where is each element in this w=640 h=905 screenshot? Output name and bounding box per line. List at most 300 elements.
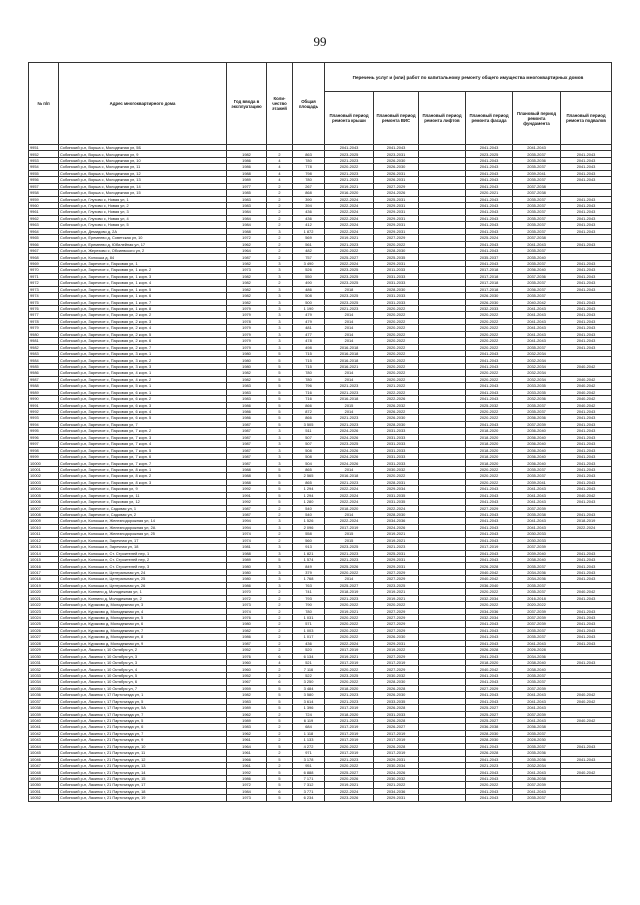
row-facade-period: 2041-2043 bbox=[466, 621, 513, 627]
row-facade-period: 2041-2043 bbox=[466, 202, 513, 208]
row-foundation-period: 2034-2036 bbox=[513, 653, 561, 659]
row-address: Собинский р-н, Заречное с, Садовая ул, 2 bbox=[59, 511, 227, 517]
row-address: Собинский р-н, Лакинск г, 21 Партсъезда ул, 6 bbox=[59, 724, 227, 730]
row-area: 780 bbox=[293, 608, 325, 614]
row-year: 1952 bbox=[227, 672, 267, 678]
row-address: Собинский р-н, Кураково д, Молодежная ул, 7 bbox=[59, 627, 227, 633]
row-foundation-period: 2036-2040 bbox=[513, 267, 561, 273]
row-basement-period: 2041-2043 bbox=[561, 441, 612, 447]
row-facade-period: 2028-2030 bbox=[466, 737, 513, 743]
row-roof-period: 2017-2019 bbox=[325, 737, 374, 743]
row-area: 715 bbox=[293, 357, 325, 363]
row-floors: 5 bbox=[267, 717, 293, 723]
row-foundation-period: 2041-2043 bbox=[513, 318, 561, 324]
row-floors: 2 bbox=[267, 280, 293, 286]
row-roof-period: 2017-2019 bbox=[325, 724, 374, 730]
row-basement-period: 2041-2043 bbox=[561, 660, 612, 666]
row-address: Собинский р-н, Заречное с, Парковая ул, 2 корп. 3 bbox=[59, 318, 227, 324]
row-year: 1962 bbox=[227, 730, 267, 736]
row-facade-period: 2020-2022 bbox=[466, 589, 513, 595]
row-roof-period: 2021-2023 bbox=[325, 550, 374, 556]
row-facade-period: 2020-2022 bbox=[466, 376, 513, 382]
row-floors: 4 bbox=[267, 660, 293, 666]
row-roof-period: 2014 bbox=[325, 331, 374, 337]
row-foundation-period: 2041-2043 bbox=[513, 331, 561, 337]
row-address: Собинский р-н, Кураково д, Молодежная ул, 5 bbox=[59, 614, 227, 620]
row-floors: 5 bbox=[267, 698, 293, 704]
row-foundation-period: 2035-2037 bbox=[513, 228, 561, 234]
row-year: 1988 bbox=[227, 479, 267, 485]
row-area: 3 178 bbox=[293, 756, 325, 762]
row-roof-period: 2025-2027 bbox=[325, 254, 374, 260]
row-basement-period: 2041-2043 bbox=[561, 280, 612, 286]
row-year: 1980 bbox=[227, 621, 267, 627]
row-index: 10047 bbox=[29, 763, 59, 769]
row-roof-period: 2016-2018 bbox=[325, 351, 374, 357]
row-foundation-period: 2036-2040 bbox=[513, 447, 561, 453]
row-roof-period: 2016-2018 bbox=[325, 344, 374, 350]
row-facade-period: 2032-2034 bbox=[466, 595, 513, 601]
row-roof-period: 2023-2025 bbox=[325, 441, 374, 447]
row-year: 1979 bbox=[227, 331, 267, 337]
row-foundation-period: 2016-2018 bbox=[513, 595, 561, 601]
row-roof-period: 2016-2020 bbox=[325, 190, 374, 196]
row-vis-period: 2022-2022 bbox=[374, 389, 419, 395]
row-floors: 5 bbox=[267, 415, 293, 421]
row-roof-period: 2016-2018 bbox=[325, 357, 374, 363]
row-roof-period: 2022-2024 bbox=[325, 228, 374, 234]
row-floors: 3 bbox=[267, 331, 293, 337]
row-facade-period: 2017-2018 bbox=[466, 267, 513, 273]
row-roof-period: 2019-2021 bbox=[325, 653, 374, 659]
row-foundation-period: 2035-2037 bbox=[513, 402, 561, 408]
table-row bbox=[29, 795, 612, 801]
row-address: Собинский р-н, Колокша п, Заречная ул, 17 bbox=[59, 537, 227, 543]
row-facade-period: 2020-2022 bbox=[466, 325, 513, 331]
row-floors: 3 bbox=[267, 550, 293, 556]
row-roof-period: 2021-2023 bbox=[325, 717, 374, 723]
row-area: 481 bbox=[293, 325, 325, 331]
row-foundation-period: 2041-2043 bbox=[513, 518, 561, 524]
row-roof-period: 2025-2027 bbox=[325, 582, 374, 588]
row-roof-period: 2022-2024 bbox=[325, 499, 374, 505]
row-year: 1982 bbox=[227, 299, 267, 305]
row-vis-period: 2020-2022 bbox=[374, 357, 419, 363]
row-facade-period: 2018-2020 bbox=[466, 441, 513, 447]
row-floors: 3 bbox=[267, 441, 293, 447]
row-index: 9981 bbox=[29, 338, 59, 344]
row-floors: 2 bbox=[267, 634, 293, 640]
row-year: 1974 bbox=[227, 537, 267, 543]
row-area: 6 119 bbox=[293, 717, 325, 723]
row-floors: 3 bbox=[267, 569, 293, 575]
row-facade-period: 2017-2019 bbox=[466, 544, 513, 550]
row-floors: 3 bbox=[267, 524, 293, 530]
row-area: 1 872 bbox=[293, 228, 325, 234]
row-floors: 4 bbox=[267, 164, 293, 170]
row-year: 1972 bbox=[227, 235, 267, 241]
row-year: 1988 bbox=[227, 550, 267, 556]
row-address: Собинский р-н, Глухово с, Новая ул, 5 bbox=[59, 222, 227, 228]
row-floors: 2 bbox=[267, 602, 293, 608]
row-floors: 2 bbox=[267, 640, 293, 646]
row-year: 1983 bbox=[227, 383, 267, 389]
row-facade-period: 2020-2022 bbox=[466, 312, 513, 318]
row-floors: 2 bbox=[267, 763, 293, 769]
row-vis-period: 2031-2033 bbox=[374, 441, 419, 447]
row-facade-period: 2041-2043 bbox=[466, 421, 513, 427]
row-year: 1988 bbox=[227, 466, 267, 472]
row-address: Собинский р-н, Еремеево д, Юбилейная ул, 17 bbox=[59, 241, 227, 247]
row-index: 10038 bbox=[29, 705, 59, 711]
row-floors: 3 bbox=[267, 454, 293, 460]
row-address: Собинский р-н, Заречное с, Парковая ул, 9 bbox=[59, 486, 227, 492]
row-vis-period: 2026-2032 bbox=[374, 402, 419, 408]
row-year: 1982 bbox=[227, 370, 267, 376]
row-roof-period: 2018 bbox=[325, 286, 374, 292]
row-address: Собинский р-н, Заречное с, Парковая ул, 8 корп. 1 bbox=[59, 466, 227, 472]
row-roof-period: 2023-2025 bbox=[325, 672, 374, 678]
row-address: Собинский р-н, Заречное с, Парковая ул, 3 корп. 3 bbox=[59, 363, 227, 369]
row-year: 1979 bbox=[227, 344, 267, 350]
row-vis-period: 2025-2035 bbox=[374, 254, 419, 260]
row-index: 10041 bbox=[29, 724, 59, 730]
row-roof-period: 2016-2021 bbox=[325, 363, 374, 369]
row-vis-period: 2031-2033 bbox=[374, 434, 419, 440]
row-roof-period: 2014 bbox=[325, 318, 374, 324]
row-foundation-period: 2041-2043 bbox=[513, 145, 561, 151]
row-year: 1986 bbox=[227, 408, 267, 414]
row-year: 1952 bbox=[227, 647, 267, 653]
row-basement-period: 2041-2043 bbox=[561, 550, 612, 556]
row-facade-period: 2032-2033 bbox=[466, 305, 513, 311]
row-roof-period: 2020-2026 bbox=[325, 775, 374, 781]
row-area: 379 bbox=[293, 569, 325, 575]
row-vis-period: 2020-2022 bbox=[374, 370, 419, 376]
row-floors: 5 bbox=[267, 363, 293, 369]
row-year: 1983 bbox=[227, 196, 267, 202]
row-facade-period: 2041-2043 bbox=[466, 389, 513, 395]
row-floors: 3 bbox=[267, 325, 293, 331]
row-year: 1960 bbox=[227, 666, 267, 672]
row-vis-period: 2031-2033 bbox=[374, 293, 419, 299]
row-roof-period: 2021-2023 bbox=[325, 383, 374, 389]
row-roof-period: 2018-2020 bbox=[325, 711, 374, 717]
row-area: 436 bbox=[293, 209, 325, 215]
row-floors: 5 bbox=[267, 370, 293, 376]
row-index: 10011 bbox=[29, 531, 59, 537]
row-foundation-period: 2035-2037 bbox=[513, 222, 561, 228]
row-foundation-period: 2035-2037 bbox=[513, 473, 561, 479]
row-year: 1973 bbox=[227, 795, 267, 801]
row-foundation-period: 2036-2037 bbox=[513, 286, 561, 292]
row-area: 436 bbox=[293, 215, 325, 221]
row-basement-period: 2041-2043 bbox=[561, 595, 612, 601]
row-facade-period: 2041-2043 bbox=[466, 183, 513, 189]
row-roof-period: 2020-2022 bbox=[325, 679, 374, 685]
row-index: 9980 bbox=[29, 331, 59, 337]
row-foundation-period: 2030-2033 bbox=[513, 537, 561, 543]
row-area: 507 bbox=[293, 441, 325, 447]
row-foundation-period: 2041-2043 bbox=[513, 705, 561, 711]
row-floors: 3 bbox=[267, 318, 293, 324]
row-floors: 5 bbox=[267, 756, 293, 762]
row-address: Собинский р-н, Глухово с, Новая ул, 2 bbox=[59, 202, 227, 208]
row-floors: 2 bbox=[267, 196, 293, 202]
row-area: 3 490 bbox=[293, 260, 325, 266]
row-foundation-period: 2037-2039 bbox=[513, 621, 561, 627]
row-area: 790 bbox=[293, 602, 325, 608]
row-area: 684 bbox=[293, 724, 325, 730]
row-floors: 2 bbox=[267, 647, 293, 653]
capital-repair-table bbox=[28, 62, 612, 802]
row-roof-period: 2014 bbox=[325, 576, 374, 582]
row-vis-period: 2020-2022 bbox=[374, 305, 419, 311]
row-floors: 2 bbox=[267, 724, 293, 730]
row-facade-period: 2041-2043 bbox=[466, 209, 513, 215]
row-index: 9953 bbox=[29, 157, 59, 163]
row-facade-period: 2041-2043 bbox=[466, 524, 513, 530]
row-year: 1994 bbox=[227, 518, 267, 524]
row-lifts-period bbox=[419, 795, 466, 801]
row-vis-period: 2020-2022 bbox=[374, 318, 419, 324]
row-year: 1982 bbox=[227, 627, 267, 633]
row-index: 9951 bbox=[29, 145, 59, 151]
row-foundation-period: 2035-2037 bbox=[513, 634, 561, 640]
row-index: 9998 bbox=[29, 447, 59, 453]
row-year: 1976 bbox=[227, 614, 267, 620]
row-year: 1967 bbox=[227, 679, 267, 685]
row-index: 9975 bbox=[29, 299, 59, 305]
row-vis-period: 2022-2024 bbox=[374, 505, 419, 511]
row-foundation-period: 2036-2040 bbox=[513, 428, 561, 434]
row-area: 863 bbox=[293, 151, 325, 157]
row-index: 10052 bbox=[29, 795, 59, 801]
row-foundation-period: 2041-2043 bbox=[513, 492, 561, 498]
row-area: 508 bbox=[293, 293, 325, 299]
row-address: Собинский р-н, Колокша п, Железнодорожная ул, 2А bbox=[59, 524, 227, 530]
row-basement-period: 2041-2043 bbox=[561, 305, 612, 311]
row-vis-period: 2027-2029 bbox=[374, 569, 419, 575]
row-area: 866 bbox=[293, 402, 325, 408]
row-area: 1 526 bbox=[293, 518, 325, 524]
row-area: 913 bbox=[293, 544, 325, 550]
row-basement-period: 2040-2042 bbox=[561, 376, 612, 382]
row-roof-period: 2025-2026 bbox=[325, 563, 374, 569]
row-roof-period: 2022-2024 bbox=[325, 492, 374, 498]
row-area: 479 bbox=[293, 318, 325, 324]
row-index: 10022 bbox=[29, 602, 59, 608]
row-vis-period: 2021-2022 bbox=[374, 383, 419, 389]
row-foundation-period: 2035-2037 bbox=[513, 730, 561, 736]
row-basement-period: 2041-2043 bbox=[561, 569, 612, 575]
row-vis-period: 2019-2022 bbox=[374, 647, 419, 653]
row-address: Собинский р-н, Глухово с, Новая ул, 4 bbox=[59, 215, 227, 221]
row-roof-period: 2020-2022 bbox=[325, 614, 374, 620]
row-foundation-period: 2037-2039 bbox=[513, 711, 561, 717]
row-vis-period: 2028-2030 bbox=[374, 248, 419, 254]
row-roof-period: 2017-2019 bbox=[325, 705, 374, 711]
table-header bbox=[29, 63, 612, 145]
row-area: 540 bbox=[293, 505, 325, 511]
row-address: Собинский р-н, Ворша с, Молодежная ул, 9 bbox=[59, 151, 227, 157]
row-roof-period: 2021-2023 bbox=[325, 756, 374, 762]
row-roof-period: 2022-2024 bbox=[325, 788, 374, 794]
row-foundation-period: 2035-2037 bbox=[513, 563, 561, 569]
row-area: 508 bbox=[293, 454, 325, 460]
row-basement-period: 2040-2042 bbox=[561, 769, 612, 775]
row-facade-period: 2041-2043 bbox=[466, 653, 513, 659]
row-floors: 5 bbox=[267, 685, 293, 691]
row-year: 1966 bbox=[227, 756, 267, 762]
row-floors: 3 bbox=[267, 428, 293, 434]
row-area: 7 312 bbox=[293, 782, 325, 788]
row-area: 504 bbox=[293, 460, 325, 466]
row-index: 9972 bbox=[29, 280, 59, 286]
row-address: Собинский р-н, Заречное с, Парковая ул, 1 корп. 2 bbox=[59, 267, 227, 273]
row-area: 865 bbox=[293, 479, 325, 485]
row-index: 9967 bbox=[29, 248, 59, 254]
row-address: Собинский р-н, Заречное с, Парковая ул, 2 корп. 5 bbox=[59, 331, 227, 337]
row-index: 9965 bbox=[29, 235, 59, 241]
row-facade-period: 2020-2022 bbox=[466, 602, 513, 608]
row-foundation-period: 2037-2039 bbox=[513, 544, 561, 550]
row-year: 1986 bbox=[227, 164, 267, 170]
row-foundation-period: 2039-2041 bbox=[513, 170, 561, 176]
row-year: 1979 bbox=[227, 312, 267, 318]
row-basement-period: 2041-2043 bbox=[561, 634, 612, 640]
row-floors: 5 bbox=[267, 775, 293, 781]
row-roof-period: 2020-2022 bbox=[325, 666, 374, 672]
row-facade-period: 2041-2043 bbox=[466, 743, 513, 749]
row-foundation-period: 2035-2040 bbox=[513, 254, 561, 260]
row-area: 1 280 bbox=[293, 499, 325, 505]
row-area: 560 bbox=[293, 537, 325, 543]
row-index: 10046 bbox=[29, 756, 59, 762]
row-floors: 2 bbox=[267, 589, 293, 595]
row-address: Собинский р-н, Лакинск г, 21 Партсъезда ул, 18 bbox=[59, 788, 227, 794]
row-roof-period: 2022-2024 bbox=[325, 640, 374, 646]
row-facade-period: 2041-2043 bbox=[466, 756, 513, 762]
row-index: 10006 bbox=[29, 499, 59, 505]
row-year: 1980 bbox=[227, 351, 267, 357]
row-vis-period: 2029-2031 bbox=[374, 209, 419, 215]
row-basement-period: 2041-2043 bbox=[561, 164, 612, 170]
row-area: 2 565 bbox=[293, 473, 325, 479]
row-area: 412 bbox=[293, 222, 325, 228]
row-area: 741 bbox=[293, 589, 325, 595]
row-facade-period: 2020-2022 bbox=[466, 782, 513, 788]
row-foundation-period: 2032-2036 bbox=[513, 396, 561, 402]
row-address: Собинский р-н, Заречное с, Парковая ул, 2 корп. 2 bbox=[59, 312, 227, 318]
row-floors: 2 bbox=[267, 627, 293, 633]
row-roof-period: 2025-2027 bbox=[325, 769, 374, 775]
row-year: 1982 bbox=[227, 692, 267, 698]
row-floors: 3 bbox=[267, 563, 293, 569]
row-vis-period: 2020-2022 bbox=[374, 338, 419, 344]
row-address: Собинский р-н, Колокша п, Заречная ул, 18 bbox=[59, 544, 227, 550]
row-year: 1982 bbox=[227, 260, 267, 266]
header-basement: Плановый период ремонта подвалов bbox=[561, 92, 612, 145]
row-year: 1992 bbox=[227, 769, 267, 775]
row-floors: 5 bbox=[267, 782, 293, 788]
row-roof-period: 2019-2021 bbox=[325, 235, 374, 241]
row-foundation-period: 2032-2034 bbox=[513, 363, 561, 369]
row-floors: 3 bbox=[267, 286, 293, 292]
row-facade-period: 2041-2043 bbox=[466, 215, 513, 221]
row-facade-period: 2041-2043 bbox=[466, 351, 513, 357]
row-vis-period: 2020-2022 bbox=[374, 312, 419, 318]
row-index: 10025 bbox=[29, 621, 59, 627]
row-facade-period: 2020-2021 bbox=[466, 190, 513, 196]
row-basement-period: 2041-2043 bbox=[561, 428, 612, 434]
row-facade-period: 2035-2037 bbox=[466, 254, 513, 260]
row-foundation-period: 2041-2043 bbox=[513, 325, 561, 331]
row-facade-period: 2041-2043 bbox=[466, 557, 513, 563]
row-vis-period: 2028-2031 bbox=[374, 479, 419, 485]
row-basement-period: 2040-2042 bbox=[561, 389, 612, 395]
row-area: 793 bbox=[293, 595, 325, 601]
row-floors: 3 bbox=[267, 518, 293, 524]
row-floors: 2 bbox=[267, 183, 293, 189]
row-basement-period: 2041-2043 bbox=[561, 614, 612, 620]
row-roof-period: 2014 bbox=[325, 370, 374, 376]
row-area: 778 bbox=[293, 164, 325, 170]
row-index: 9952 bbox=[29, 151, 59, 157]
header-index: № п/п bbox=[29, 63, 59, 145]
row-facade-period: 2020-2022 bbox=[466, 331, 513, 337]
row-address: Собинский р-н, Заречное с, Парковая ул, 7 корп. 4 bbox=[59, 441, 227, 447]
row-vis-period: 2026-2031 bbox=[374, 177, 419, 183]
row-area: 2 096 bbox=[293, 524, 325, 530]
row-vis-period: 2020-2022 bbox=[374, 363, 419, 369]
row-roof-period: 2020-2022 bbox=[325, 602, 374, 608]
row-basement-period: 2041-2043 bbox=[561, 267, 612, 273]
row-facade-period: 2041-2043 bbox=[466, 698, 513, 704]
row-index: 10050 bbox=[29, 782, 59, 788]
row-area: 3 580 bbox=[293, 692, 325, 698]
row-address: Собинский р-н, Заречное с, Парковая ул, 5 корп. 1 bbox=[59, 383, 227, 389]
row-facade-period: 2027-2029 bbox=[466, 685, 513, 691]
row-foundation-period: 2026-2028 bbox=[513, 647, 561, 653]
row-floors: 2 bbox=[267, 190, 293, 196]
row-area: 1 190 bbox=[293, 305, 325, 311]
row-address: Собинский р-н, Заречное с, Парковая ул, 1 корп. 3 bbox=[59, 273, 227, 279]
row-year: 1982 bbox=[227, 376, 267, 382]
row-floors: 5 bbox=[267, 743, 293, 749]
row-index: 10044 bbox=[29, 743, 59, 749]
row-vis-period: 2029-2031 bbox=[374, 756, 419, 762]
row-index: 9988 bbox=[29, 383, 59, 389]
row-roof-period: 2024-2026 bbox=[325, 460, 374, 466]
row-foundation-period: 2035-2037 bbox=[513, 196, 561, 202]
row-index: 10048 bbox=[29, 769, 59, 775]
row-vis-period: 2031-2035 bbox=[374, 499, 419, 505]
row-foundation-period: 2033-2035 bbox=[513, 389, 561, 395]
row-index: 9990 bbox=[29, 396, 59, 402]
row-roof-period: 2022-2024 bbox=[325, 260, 374, 266]
row-foundation-period: 2041-2043 bbox=[513, 338, 561, 344]
row-facade-period: 2020-2022 bbox=[466, 370, 513, 376]
row-facade-period: 2020-2022 bbox=[466, 338, 513, 344]
row-year: 1987 bbox=[227, 447, 267, 453]
row-floors: 6 bbox=[267, 653, 293, 659]
row-foundation-period: 2030-2033 bbox=[513, 531, 561, 537]
row-address: Собинский р-н, Глухово с, Новая ул, 3 bbox=[59, 209, 227, 215]
row-roof-period: 2041-2043 bbox=[325, 145, 374, 151]
row-area: 780 bbox=[293, 370, 325, 376]
row-roof-period: 2017-2019 bbox=[325, 647, 374, 653]
